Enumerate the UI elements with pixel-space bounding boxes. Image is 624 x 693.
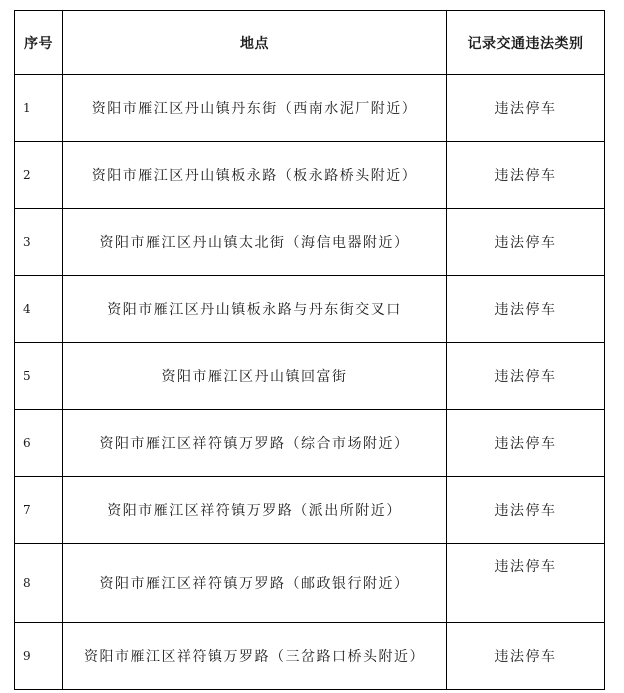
header-no: 序号 [15,11,63,75]
table-row [15,209,605,276]
row-location: 资阳市雁江区祥符镇万罗路（综合市场附近） [63,410,447,477]
row-no: 6 [15,410,63,477]
row-no: 1 [15,75,63,142]
row-no: 8 [15,544,63,623]
row-location: 资阳市雁江区祥符镇万罗路（派出所附近） [63,477,447,544]
table-row [15,142,605,209]
table-row [15,623,605,690]
table-row [15,410,605,477]
header-location: 地点 [63,11,447,75]
row-violation-type: 违法停车 [447,142,605,209]
row-location: 资阳市雁江区丹山镇丹东街（西南水泥厂附近） [63,75,447,142]
row-violation-type: 违法停车 [447,75,605,142]
row-violation-type: 违法停车 [447,477,605,544]
row-violation-type: 违法停车 [447,209,605,276]
row-violation-type: 违法停车 [447,276,605,343]
row-no: 3 [15,209,63,276]
row-no: 4 [15,276,63,343]
row-no: 7 [15,477,63,544]
table-row [15,75,605,142]
row-location: 资阳市雁江区丹山镇太北街（海信电器附近） [63,209,447,276]
row-location: 资阳市雁江区丹山镇回富街 [63,343,447,410]
row-violation-type: 违法停车 [447,410,605,477]
row-violation-type: 违法停车 [447,623,605,690]
row-no: 5 [15,343,63,410]
header-violation-type: 记录交通违法类别 [447,11,605,75]
row-violation-type: 违法停车 [447,343,605,410]
table-row [15,544,605,623]
violation-locations-table [14,10,605,690]
table-row [15,477,605,544]
table-row [15,276,605,343]
row-no: 9 [15,623,63,690]
row-location: 资阳市雁江区丹山镇板永路与丹东街交叉口 [63,276,447,343]
row-location: 资阳市雁江区祥符镇万罗路（三岔路口桥头附近） [63,623,447,690]
records-sheet [14,10,605,690]
row-violation-type: 违法停车 [447,544,605,623]
table-header-row [15,11,605,75]
row-location: 资阳市雁江区丹山镇板永路（板永路桥头附近） [63,142,447,209]
row-no: 2 [15,142,63,209]
row-location: 资阳市雁江区祥符镇万罗路（邮政银行附近） [63,544,447,623]
table-row [15,343,605,410]
